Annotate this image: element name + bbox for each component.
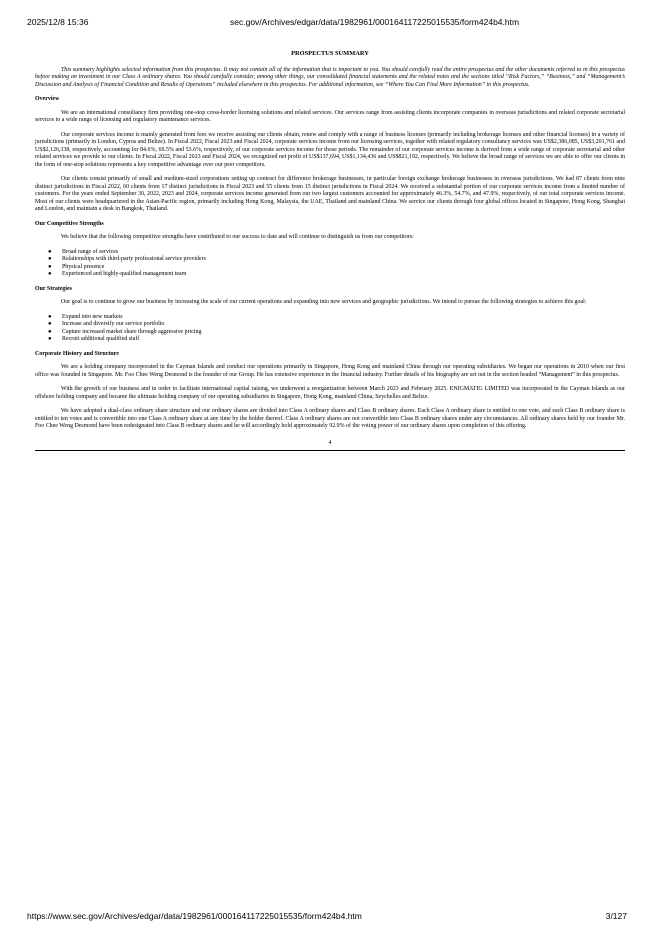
- list-item-text: Increase and diversify our service portfolio: [62, 321, 165, 327]
- list-item: [35, 314, 625, 322]
- overview-paragraph: Our clients consist primarily of small and medium-sized corporations setting up contract for difference brokerage businesses, in particular foreign exchange brokerage businesses in overseas jurisdictions. We had 87 clients from nine distinct jurisdictions in Fiscal 2022, 60 clients from 17 distinct jurisdictions in Fiscal 2023 and 55 clients from 15 distinct jurisdictions in Fiscal 2024. We received a substantial portion of our corporate services income from a limited number of customers. For the years ended September 30, 2022, 2023 and 2024, corporate services income generated from our two largest customers accounted for approximately 46.3%, 54.7%, and 47.9%, respectively, of our total corporate services income. Most of our clients were headquartered in the Asian-Pacific region, primarily including Hong Kong, Malaysia, the UAE, Thailand and mainland China. We service our clients through four global offices located in Singapore, Hong Kong, Shanghai and London, and maintain a desk in Bangkok, Thailand.: [35, 176, 625, 212]
- history-paragraph: We are a holding company incorporated in the Cayman Islands and conduct our operations primarily in Singapore, Hong Kong and mainland China through our operating subsidiaries. We began our operations in 2010 when our first office was founded in Singapore. Mr. Foo Chee Weng Desmond is the founder of our Group. He has extensive experience in the financial industry. Further details of his biography are set out in the section headed “Management” in this prospectus.: [35, 364, 625, 378]
- history-paragraph: With the growth of our business and in order to facilitate international capital raising, we underwent a reorganization between March 2023 and February 2025. ENIGMATIG LIMITED was incorporated in the Cayman Islands as our offshore holding company and became the ultimate holding company of our operating subsidiaries in Singapore, Hong Kong, mainland China, Seychelles and Belize.: [35, 386, 625, 400]
- list-item: [35, 321, 625, 329]
- history-paragraph: We have adopted a dual-class ordinary share structure and our ordinary shares are divided into Class A ordinary shares and Class B ordinary shares. Each Class A ordinary share is entitled to one vote, and each Class B ordinary share is entitled to ten votes and is convertible into one Class A ordinary share at any time by the holder thereof. Class A ordinary shares are not convertible into Class B ordinary shares under any circumstances. All ordinary shares held by our founder Mr. Foo Chee Weng Desmond have been redesignated into Class B ordinary shares and he will accordingly hold approximately 92.9% of the voting power of our ordinary shares upon completion of this offering.: [35, 408, 625, 429]
- bullet-icon: ●: [48, 271, 52, 277]
- list-item: [35, 264, 625, 272]
- strengths-list: [35, 249, 625, 279]
- browser-print-header: [0, 0, 662, 26]
- document-page: [35, 50, 625, 451]
- summary-intro: This summary highlights selected information from this prospectus. It may not contain all of the information that is important to you. You should carefully read the entire prospectus and the other documents referred to in this prospectus before making an investment in our Class A ordinary shares. You should carefully consider, among other things, our consolidated financial statements and the related notes and the sections titled “Risk Factors,” “Business,” and “Management’s Discussion and Analysis of Financial Condition and Results of Operations” included elsewhere in this prospectus. For additional information, see “Where You Can Find More Information” in this prospectus.: [35, 66, 625, 88]
- bullet-icon: ●: [48, 328, 52, 335]
- bullet-icon: ●: [48, 313, 52, 320]
- list-item-text: Experienced and highly-qualified management team: [62, 271, 187, 277]
- page-divider: [35, 450, 625, 451]
- strengths-intro: We believe that the following competitive strengths have contributed to our success to date and will continue to distinguish us from our competitors:: [61, 234, 414, 240]
- overview-paragraph: Our corporate services income is mainly generated from fees we receive assisting our clients obtain, renew and comply with a range of business licenses (primarily including brokerage licenses and other financial licenses) in a variety of jurisdictions (primarily in London, Cyprus and Belize). In Fiscal 2022, Fiscal 2023 and Fiscal 2024, corporate services income from our licensing services, together with related regulatory consultancy services was US$2,386,085, US$3,201,761 and US$2,126,338, respectively, accounting for 84.6%, 69.5% and 53.6%, respectively, of our corporate services income for those periods. The remainder of our corporate services income is derived from a wide range of corporate secretarial and other related services we provide to our clients. In Fiscal 2022, Fiscal 2023 and Fiscal 2024, we recognized net profit of US$137,694, US$1,134,436 and US$821,192, respectively. We believe the broad range of services we are able to offer our clients in the form of one-stop solutions represents a key competitive advantage over our peer competitors.: [35, 131, 625, 168]
- section-heading-corporate-history: Corporate History and Structure: [35, 350, 119, 357]
- print-header-url: sec.gov/Archives/edgar/data/1982961/000164117225015535/form424b4.htm: [230, 17, 520, 27]
- bullet-icon: ●: [48, 263, 52, 270]
- list-item: [35, 336, 625, 344]
- bullet-icon: ●: [48, 248, 52, 255]
- list-item: [35, 329, 625, 337]
- bullet-icon: ●: [48, 336, 52, 342]
- list-item-text: Recruit additional qualified staff: [62, 336, 140, 342]
- list-item: [35, 271, 625, 279]
- bullet-icon: ●: [48, 256, 52, 262]
- section-heading-overview: Overview: [35, 96, 60, 102]
- document-title: PROSPECTUS SUMMARY: [291, 50, 369, 57]
- list-item-text: Relationships with third-party professional service providers: [62, 256, 206, 262]
- section-heading-strategies: Our Strategies: [35, 285, 72, 292]
- document-page-number: 4: [328, 439, 332, 446]
- list-item-text: Capture increased market share through aggressive pricing: [62, 328, 202, 335]
- overview-paragraph: We are an international consultancy firm providing one-stop cross-border licensing solutions and related services. Our services range from assisting clients incorporate companies in overseas jurisdictions and related corporate secretarial services to a wide range of licensing and regulatory maintenance services.: [35, 109, 625, 123]
- list-item: [35, 249, 625, 257]
- list-item-text: Expand into new markets: [62, 313, 123, 320]
- strategies-intro: Our goal is to continue to grow our business by increasing the scale of our current operations and expanding into new services and geographic jurisdictions. We intend to pursue the following strategies to achieve this goal:: [61, 299, 587, 305]
- strategies-list: [35, 314, 625, 344]
- print-footer-url: https://www.sec.gov/Archives/edgar/data/1982961/000164117225015535/form424b4.htm: [27, 911, 362, 921]
- print-page-indicator: 3/127: [605, 911, 627, 921]
- list-item: [35, 256, 625, 264]
- print-datetime: 2025/12/8 15:36: [27, 17, 89, 27]
- list-item-text: Broad range of services: [62, 248, 119, 255]
- list-item-text: Physical presence: [62, 263, 105, 270]
- section-heading-competitive-strengths: Our Competitive Strengths: [35, 220, 104, 227]
- browser-print-footer: [0, 906, 662, 926]
- bullet-icon: ●: [48, 321, 52, 327]
